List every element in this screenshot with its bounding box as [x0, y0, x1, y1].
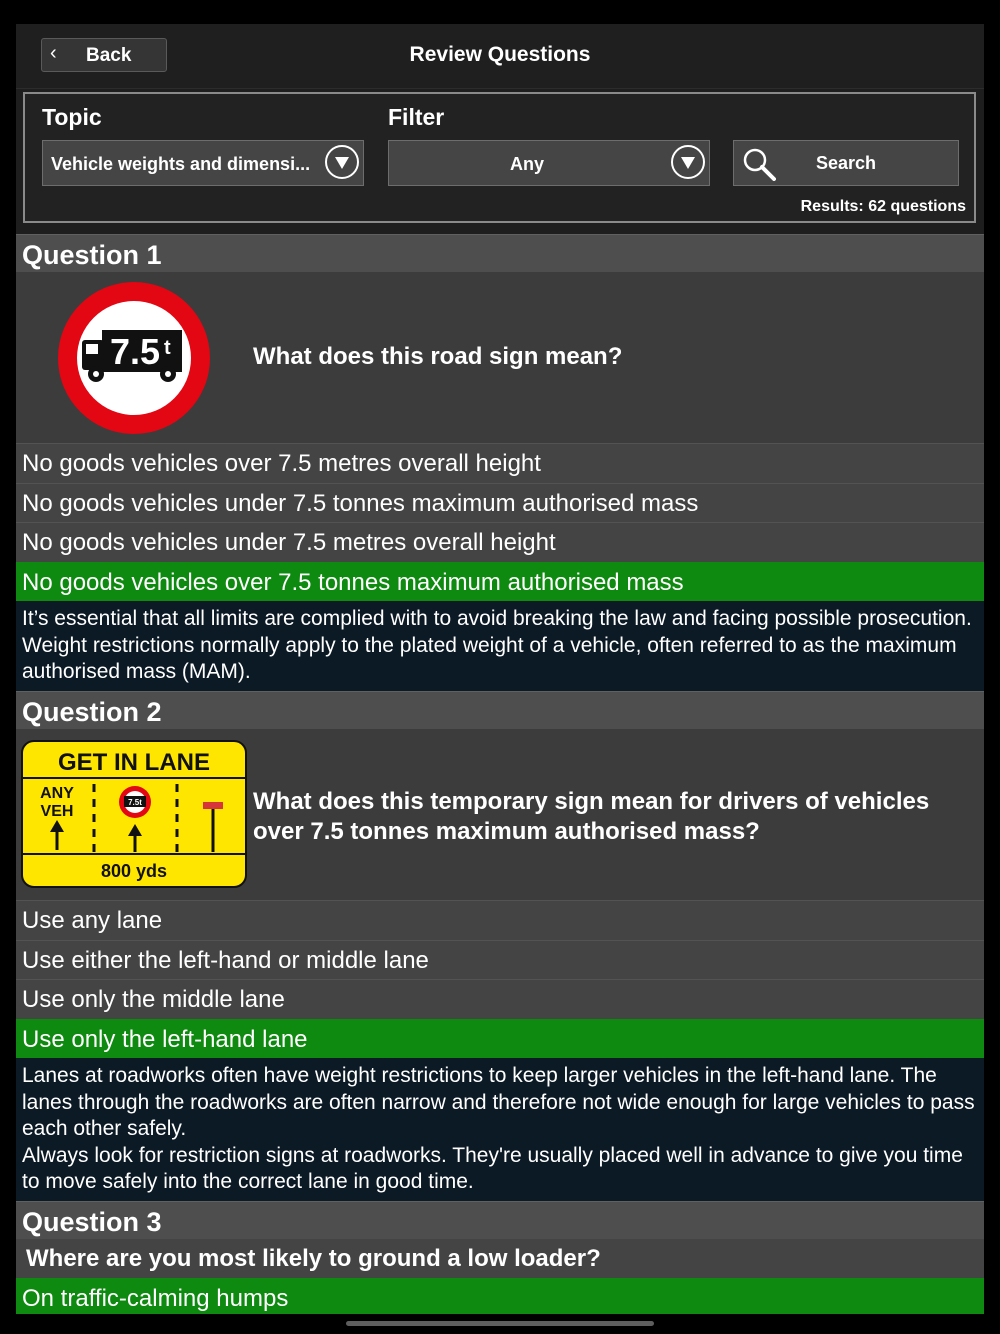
search-button[interactable] — [733, 140, 959, 186]
question-body — [16, 272, 984, 443]
page-title: Review Questions — [409, 43, 591, 66]
topic-value: Vehicle weights and dimensi... — [51, 154, 311, 174]
answer-option[interactable]: Use any lane — [16, 900, 984, 940]
sign-distance-text: 800 yds — [100, 861, 168, 881]
question-body — [16, 1239, 984, 1278]
question-list[interactable] — [16, 234, 984, 1314]
explanation-text: Lanes at roadworks often have weight restrictions to keep larger vehicles in the left-hand lane. The lanes through the roadworks are often narrow and therefore not wide enough for large vehicles to pass each other safely. — [22, 1064, 975, 1140]
answer-option-correct[interactable]: On traffic-calming humps — [16, 1278, 984, 1314]
weight-limit-sign-icon — [58, 282, 210, 434]
question-text: What does this temporary sign mean for drivers of vehicles over 7.5 tonnes maximum authorised mass? — [253, 788, 930, 845]
answer-option[interactable]: No goods vehicles under 7.5 tonnes maximum authorised mass — [16, 483, 984, 523]
question-body — [16, 729, 984, 900]
topic-dropdown[interactable] — [42, 140, 364, 186]
topic-label: Topic — [42, 104, 102, 130]
question-text: What does this road sign mean? — [253, 343, 623, 370]
dropdown-arrow-icon[interactable] — [325, 145, 359, 179]
answer-option[interactable]: Use either the left-hand or middle lane — [16, 940, 984, 980]
explanation — [16, 601, 984, 691]
sign-weight-text: 7.5 — [110, 331, 161, 372]
magnifier-icon — [742, 147, 776, 181]
answer-option-correct[interactable]: No goods vehicles over 7.5 tonnes maximum authorised mass — [16, 562, 984, 602]
explanation — [16, 1058, 984, 1201]
filter-label: Filter — [388, 104, 445, 130]
app-window — [16, 24, 984, 1314]
question-header: Question 1 — [16, 234, 984, 272]
explanation-text: Always look for restriction signs at roadworks. They're usually placed well in advance to give you time to move safely into the correct lane in good time. — [22, 1143, 963, 1193]
home-indicator[interactable] — [346, 1321, 654, 1326]
question-header: Question 3 — [16, 1201, 984, 1239]
sign-mini-weight-text: 7.5t — [128, 798, 142, 807]
search-button-label: Search — [816, 153, 877, 173]
answer-option[interactable]: No goods vehicles over 7.5 metres overall height — [16, 443, 984, 483]
filter-panel — [23, 92, 976, 223]
sign-any-text: ANY — [40, 785, 74, 802]
navigation-bar — [16, 24, 984, 89]
explanation-text: It’s essential that all limits are complied with to avoid breaking the law and facing possible prosecution. Weight restrictions normally apply to the plated weight of a vehicle, often referred to as the maximum authorised mass (MAM). — [22, 607, 972, 683]
back-button-label: Back — [86, 45, 132, 66]
sign-unit-text: t — [164, 337, 171, 359]
question-header: Question 2 — [16, 691, 984, 729]
answer-option[interactable]: Use only the middle lane — [16, 979, 984, 1019]
sign-title-text: GET IN LANE — [57, 749, 211, 776]
sign-veh-text: VEH — [40, 803, 74, 820]
question-text: Where are you most likely to ground a low loader? — [26, 1245, 601, 1272]
chevron-left-icon: ‹ — [50, 42, 57, 64]
filter-value: Any — [509, 154, 544, 174]
answer-option-correct[interactable]: Use only the left-hand lane — [16, 1019, 984, 1059]
filter-dropdown[interactable] — [388, 140, 710, 186]
answer-option[interactable]: No goods vehicles under 7.5 metres overall height — [16, 522, 984, 562]
dropdown-arrow-icon[interactable] — [671, 145, 705, 179]
get-in-lane-sign-icon — [21, 740, 247, 888]
results-count: Results: 62 questions — [800, 198, 966, 215]
